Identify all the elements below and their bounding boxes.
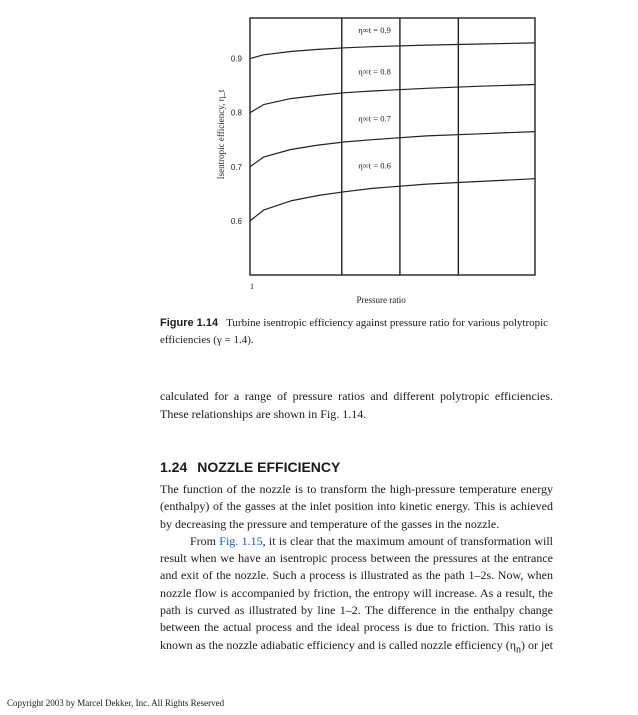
p2-subscript: n [516,644,521,656]
y-axis-label: Isentropic efficiency, η_t [216,89,226,180]
y-tick-label: 0.9 [230,54,242,64]
series-line [250,85,535,113]
series-label: η∞t = 0.8 [358,66,391,77]
efficiency-chart [200,0,540,310]
p2-end: ) or jet [521,637,553,652]
plot-frame [250,18,535,275]
series-line [250,132,535,167]
series-line [250,43,535,59]
chart-curves [250,43,535,221]
chart-labels [216,25,406,305]
body-paragraph-1: The function of the nozzle is to transform the high-pressure temperature energy (enthalpy) of the gasses at the inlet position into kinetic energy. This is achieved by decreasing the pressure and temperature of the gasses in the nozzle. [160,482,553,531]
figure-reference-link[interactable]: Fig. 1.15 [219,533,263,548]
p2-lead: From [190,533,220,548]
series-line [250,179,535,221]
p2-rest: , it is clear that the maximum amount of transformation will result when we have an isentropic process between the pressures at the entrance and exit of the nozzle. Such a process is illustrated as the path 1–2s. Now, when nozzle flow is accompanied by friction, the entropy will increase. As a result, the path is curved as illustrated by line 1–2. The difference in the enthalpy change between the actual process and the ideal process is due to friction. This ratio is known as the nozzle adiabatic efficiency and is called nozzle efficiency (η [160,533,553,652]
body-paragraph-2 [160,533,553,658]
x-tick-label: 1 [250,282,254,291]
section-title: NOZZLE EFFICIENCY [197,459,341,475]
y-tick-label: 0.6 [230,216,242,226]
section-body [160,481,553,658]
x-axis-label: Pressure ratio [356,295,406,305]
figure-caption [160,315,555,349]
chart-grid [250,18,535,275]
paragraph-continued: calculated for a range of pressure ratios and different polytropic efficiencies. These relationships are shown in Fig. 1.14. [160,389,553,421]
y-tick-label: 0.7 [230,162,242,172]
series-label: η∞t = 0.7 [358,113,391,124]
caption-label: Figure 1.14 [160,317,219,329]
y-tick-label: 0.8 [230,108,242,118]
copyright-notice: Copyright 2003 by Marcel Dekker, Inc. All Rights Reserved [7,698,225,708]
series-label: η∞t = 0.6 [358,160,391,171]
section-heading [160,459,340,475]
caption-text: Turbine isentropic efficiency against pressure ratio for various polytropic efficiencies (γ = 1.4). [160,317,549,346]
section-number: 1.24 [160,459,188,475]
series-label: η∞t = 0.9 [358,24,391,35]
